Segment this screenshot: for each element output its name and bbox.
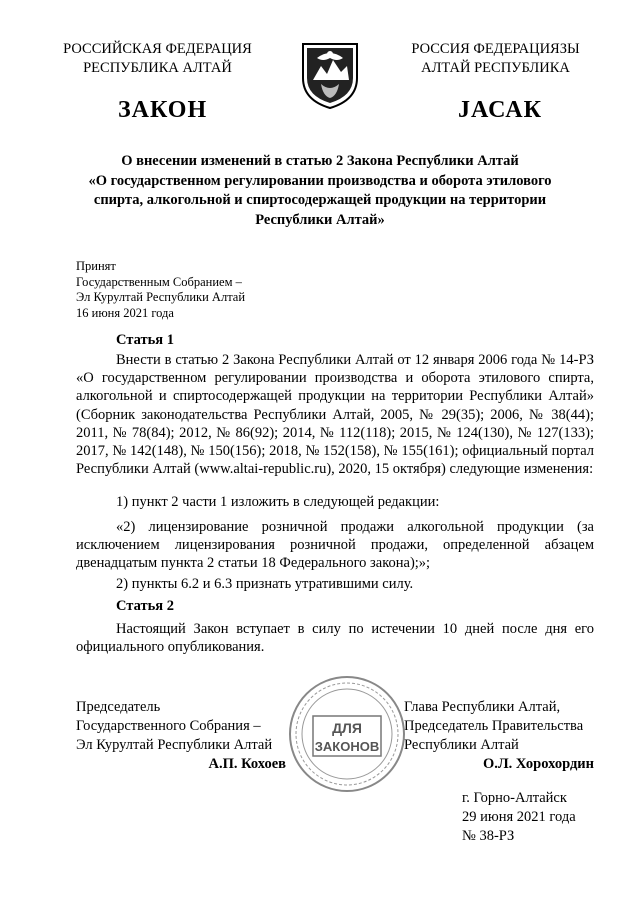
sign-right-line2: Председатель Правительства <box>404 718 584 734</box>
adopted-line1: Принят <box>76 259 116 273</box>
article1-intro: Внести в статью 2 Закона Республики Алтай от 12 января 2006 года № 14-РЗ «О государственном регулировании производства и оборота этилового спирта, алкогольной и спиртосодержащей продукции на территории Республики Алтай» (Сборник законодательства Республики Алтай, 2005, № 29(35); 2006, № 38(44); 2011, № 78(84); 2012, № 86(92); 2014, № 112(118); 2015, № 124(130), № 127(133); 2017, № 142(148), № 150(156); 2018, № 152(158), № 155(161); официальный портал Республики Алтай (www.altai-republic.ru), 2020, 15 октября) следующие изменения: <box>76 352 594 478</box>
sign-left-line2: Государственного Собрания – <box>76 718 261 734</box>
adopted-line3: Эл Курултай Республики Алтай <box>76 290 246 304</box>
title-line2: «О государственном регулировании производства и оборота этилового <box>88 172 552 189</box>
adopted-block <box>76 259 245 321</box>
article1-item1-text: «2) лицензирование розничной продажи алкогольной продукции (за исключением лицензирования розничной продажи, определенной абзацем двенадцатым пункта 2 статьи 18 Федерального закона);»; <box>76 519 594 572</box>
article1-item1: 1) пункт 2 части 1 изложить в следующей редакции: <box>116 494 440 510</box>
law-title-alt: JАСАК <box>458 97 543 123</box>
article1-item2: 2) пункты 6.2 и 6.3 признать утратившими силу. <box>116 576 414 592</box>
header-right-line1: РОССИЯ ФЕДЕРАЦИЯЗЫ <box>411 41 580 57</box>
signature-right <box>404 698 594 774</box>
title-line4: Республики Алтай» <box>255 211 385 228</box>
header-right <box>378 40 613 78</box>
stamp-line2: ЗАКОНОВ <box>314 739 380 754</box>
document-title <box>60 152 580 230</box>
article2-text: Настоящий Закон вступает в силу по истечении 10 дней после дня его официального опубликования. <box>76 621 594 656</box>
coat-of-arms-icon <box>299 40 361 110</box>
header-left <box>40 40 275 78</box>
title-line1: О внесении изменений в статью 2 Закона Республики Алтай <box>121 153 519 169</box>
article1-heading: Статья 1 <box>116 332 174 348</box>
header-left-line2: РЕСПУБЛИКА АЛТАЙ <box>83 60 232 76</box>
sign-left-line1: Председатель <box>76 699 161 715</box>
sign-left-line3: Эл Курултай Республики Алтай <box>76 737 273 753</box>
sign-left-name: А.П. Кохоев <box>208 756 286 772</box>
sign-right-name: О.Л. Хорохордин <box>482 756 594 772</box>
footer-place: г. Горно-Алтайск <box>462 790 567 806</box>
stamp-line1: ДЛЯ <box>332 720 362 736</box>
footer-block <box>462 789 576 846</box>
title-line3: спирта, алкогольной и спиртосодержащей продукции на территории <box>93 192 547 208</box>
footer-number: № 38-РЗ <box>462 828 515 844</box>
article2-heading: Статья 2 <box>116 598 174 614</box>
header-left-line1: РОССИЙСКАЯ ФЕДЕРАЦИЯ <box>63 41 252 57</box>
law-title-ru: ЗАКОН <box>118 97 208 123</box>
header-right-line2: АЛТАЙ РЕСПУБЛИКА <box>421 60 570 76</box>
signature-left <box>76 698 286 774</box>
sign-right-line3: Республики Алтай <box>404 737 519 753</box>
adopted-line4: 16 июня 2021 года <box>76 305 174 320</box>
adopted-line2: Государственным Собранием – <box>76 274 242 289</box>
footer-date: 29 июня 2021 года <box>462 809 576 825</box>
seal-stamp <box>287 674 407 794</box>
sign-right-line1: Глава Республики Алтай, <box>404 699 561 715</box>
